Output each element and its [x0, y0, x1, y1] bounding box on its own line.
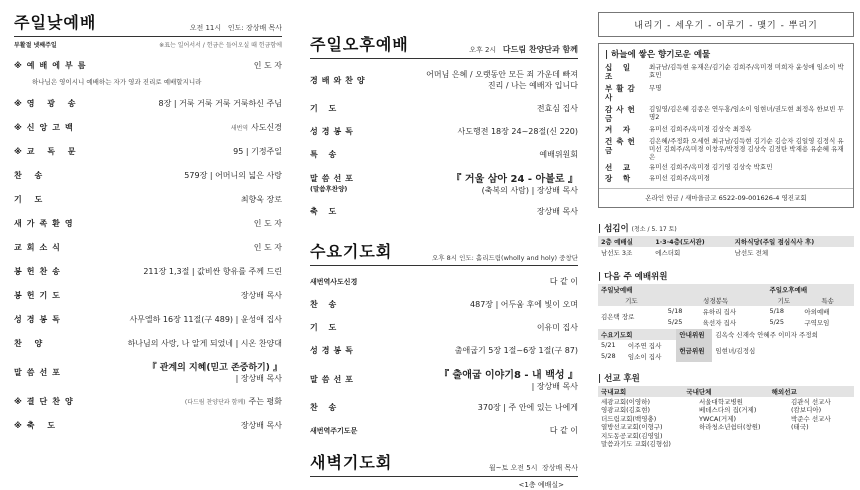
- order-content: [102, 194, 282, 205]
- order-label: [310, 206, 388, 217]
- offering-names: 김은혜/주정화 오세헌 최규남/김득현 김기순 김승자 김일영 김정식 유미선 김희주/옥미경 이창우/박정경 김상숙 김정탄 박재용 유순혜 유재은: [649, 136, 844, 161]
- order-label: [310, 299, 388, 310]
- count-label: 헌금위원: [676, 340, 712, 362]
- order-item: [310, 272, 578, 291]
- morning-service-title: 주일낮예배: [14, 13, 97, 32]
- order-item: [14, 235, 282, 259]
- offering-row: [599, 104, 853, 125]
- order-label: [310, 426, 388, 436]
- morning-service-time: 오전 11시: [189, 24, 222, 32]
- serve-table: [598, 236, 854, 258]
- dawn-service-time: 월~토 오전 5시: [488, 464, 538, 472]
- order-label: 봉헌찬송: [14, 266, 65, 276]
- mission-entry: 열방선교교회(이형구): [601, 423, 663, 432]
- order-text: 하나님의 사랑, 나 알게 되었네 | 시온 찬양대: [127, 338, 282, 348]
- afternoon-service-column: [298, 0, 588, 489]
- order-text: 인 도 자: [253, 242, 282, 252]
- mission-entry: (태국): [791, 423, 809, 432]
- wed-r1c1: 임소이 집사: [627, 352, 662, 361]
- guide-label: 안내위원: [676, 329, 712, 340]
- dawn-service-title: 새벽기도회: [310, 453, 393, 472]
- order-sub: | 장상배 목사: [531, 382, 578, 391]
- mission-col-domestic-church: [601, 398, 699, 449]
- order-text: 장상배 목사: [240, 290, 282, 300]
- order-label-text: 기 도: [310, 323, 341, 332]
- order-text: 예배위원회: [539, 150, 578, 159]
- order-label: [310, 277, 388, 287]
- mission-entry: 김관식 선교사: [791, 397, 831, 406]
- morning-service-leader: 인도: 장상배 목사: [227, 24, 282, 32]
- order-label: [310, 126, 388, 137]
- order-content: [102, 396, 282, 407]
- order-label: [310, 103, 388, 114]
- order-item: [14, 139, 282, 163]
- order-content: [388, 206, 578, 217]
- order-label-text: 경배와찬양: [310, 75, 369, 85]
- next-r0c1: 유하리 집사: [702, 307, 737, 316]
- wednesday-service-leader: 인도: 홀리드림(wholly and holy) 중창단: [459, 254, 578, 262]
- next-h1b: 성경봉독: [703, 296, 729, 305]
- next-h2a: 기도: [777, 296, 791, 305]
- order-label: 말씀선포: [14, 367, 65, 377]
- order-label: ※결단찬양: [14, 396, 78, 406]
- order-label-text: 성경봉독: [310, 127, 357, 136]
- offering-names: 최규남/김득현 유재은/김기순 김희주/옥미경 미희자 윤성애 임소이 박효민: [649, 63, 844, 80]
- next-r1c0: 5/25: [667, 318, 683, 327]
- order-text: 이유미 집사: [536, 323, 578, 332]
- order-content: [388, 170, 578, 196]
- serve-head-3: 지하식당(주일 점심식사 후): [734, 237, 815, 246]
- order-label: ※신앙고백: [14, 122, 78, 132]
- afternoon-service-title: 주일오후예배: [310, 35, 409, 54]
- next-h1: 주일낮예배: [601, 285, 633, 294]
- order-content: [102, 420, 282, 431]
- offering-kind: 선 교: [605, 163, 635, 172]
- serve-head-2: 1·3·4층(도서관): [655, 237, 705, 246]
- order-content: [102, 360, 282, 384]
- order-text: 370장 | 주 안에 있는 나에게: [477, 403, 578, 412]
- order-label: 새가족환영: [14, 218, 78, 228]
- order-label-text: 기 도: [310, 104, 341, 113]
- order-label: ※축 도: [14, 420, 61, 430]
- order-label: ※예배에부름: [14, 60, 91, 70]
- morning-order-list: [14, 53, 282, 437]
- order-label-text: 새번역주기도문: [310, 426, 358, 435]
- order-content: [102, 98, 282, 109]
- order-item: [310, 421, 578, 440]
- order-content: [102, 242, 282, 253]
- offering-kind: 겨 자: [605, 125, 635, 135]
- order-item: [310, 168, 578, 198]
- order-label: ※영 광 송: [14, 98, 81, 108]
- order-sub: | 장상배 목사: [235, 374, 282, 383]
- wed-head: 수요기도회: [598, 329, 676, 340]
- order-text: 장상배 목사: [240, 420, 282, 430]
- count-names: 임현녀/김정심: [715, 347, 756, 356]
- order-text: 출애굽기 5장 1절~6장 1절(구 87): [454, 346, 578, 355]
- order-note: (다드림 찬양단과 함께): [184, 398, 246, 406]
- offering-row: [599, 124, 853, 135]
- order-text: 『 거울 삼아 24 - 아볼로 』: [451, 174, 578, 185]
- order-content: [102, 338, 282, 349]
- guide-names: 김옥숙 신재숙 안혜주 이미자 주정희: [715, 330, 818, 339]
- next-r0c0: 5/18: [667, 307, 683, 316]
- mission-entry: 서울대학교병원: [699, 397, 743, 406]
- order-label-text: 새번역사도신경: [310, 277, 358, 286]
- service-notice: ※표는 일어서서 / 헌금은 들어오실 때 헌금함에: [159, 42, 282, 49]
- order-label: 교회소식: [14, 242, 65, 252]
- offering-list: [599, 62, 853, 185]
- mission-head-3: 해외선교: [771, 387, 797, 396]
- order-content: [388, 345, 578, 356]
- online-account: 온라인 헌금 / 새마을금고 6522-09-001626-4 영진교회: [599, 188, 853, 207]
- morning-service-column: [0, 0, 292, 481]
- serve-head-1: 2층 예배실: [601, 237, 633, 246]
- order-text: 다 같 이: [549, 426, 578, 435]
- wednesday-order-list: [310, 272, 578, 440]
- mission-head-1: 국내교회: [601, 387, 627, 396]
- next-r1c2: 5/25: [769, 318, 785, 327]
- order-label: [310, 345, 388, 356]
- mission-entry: 하라청소년쉼터(창원): [699, 423, 761, 432]
- order-label: [310, 75, 388, 86]
- offering-row: [599, 162, 853, 173]
- wed-r1c0: 5/28: [601, 352, 616, 361]
- order-item: [14, 283, 282, 307]
- offering-names: 김일영/김은혜 김종은 연두홍/임소이 임현녀/권도현 최정옥 한보빈 무명2: [649, 104, 844, 121]
- order-item: [310, 65, 578, 95]
- order-text: 장상배 목사: [536, 207, 578, 216]
- order-label: 기 도: [14, 194, 48, 204]
- wednesday-service-title: 수요기도회: [310, 242, 393, 261]
- order-content: [102, 60, 282, 71]
- order-text: 사도행전 18장 24~28절(신 220): [457, 127, 578, 136]
- order-label: 봉헌기도: [14, 290, 65, 300]
- order-content: [102, 290, 282, 301]
- order-content: [388, 366, 578, 392]
- order-content: [102, 122, 282, 133]
- mission-entry: 베데스다의 집(거제): [699, 406, 757, 415]
- order-item: [310, 398, 578, 417]
- wednesday-service-time: 오후 8시: [431, 254, 458, 262]
- order-item: [14, 53, 282, 77]
- offering-row: [599, 62, 853, 83]
- afternoon-service-time: 오후 2시: [469, 46, 497, 54]
- info-column: [592, 0, 860, 481]
- order-text: 579장 | 어머니의 넓은 사랑: [184, 170, 282, 180]
- offering-row: [599, 136, 853, 162]
- order-item: [310, 341, 578, 360]
- order-label-text: 특 송: [310, 150, 341, 159]
- order-content: [388, 149, 578, 160]
- order-text: 인 도 자: [253, 60, 282, 70]
- offering-kind: 감사헌금: [605, 104, 639, 123]
- mission-entry: 말씀과기도 교회(김형섭): [601, 439, 671, 448]
- order-text: 주는 평화: [248, 396, 282, 406]
- order-label: [310, 149, 388, 160]
- order-item: [14, 115, 282, 139]
- next-week-title: | 다음 주 예배위원: [598, 271, 668, 282]
- order-content: [388, 402, 578, 413]
- offering-kind: 건축헌금: [605, 136, 639, 155]
- order-content: [102, 314, 282, 325]
- next-week-section: [598, 266, 854, 362]
- mission-entry: (캄보디아): [791, 406, 822, 415]
- order-item: [14, 91, 282, 115]
- mission-entry: YWCA(거제): [699, 414, 737, 423]
- order-label: [310, 374, 388, 385]
- next-h2: 주일오후예배: [769, 285, 808, 294]
- serve-cell-2: 에스더회: [655, 248, 681, 257]
- order-content: [388, 69, 578, 91]
- offering-kind: 부활감사: [605, 83, 639, 103]
- next-h2b: 특송: [821, 296, 834, 305]
- mission-entry: 영광교회(김효현): [601, 406, 651, 415]
- order-label: [310, 322, 388, 333]
- order-label-text: 성경봉독: [310, 346, 357, 355]
- order-item: [310, 202, 578, 221]
- order-item: [14, 413, 282, 437]
- order-text: 『 관계의 지혜(믿고 존중하기) 』: [147, 363, 282, 373]
- wed-r0c0: 5/21: [601, 341, 616, 350]
- order-label-text: 말씀선포: [310, 174, 357, 183]
- order-content: [102, 146, 282, 157]
- order-text: 사무엘하 16장 11절(구 489) | 윤성애 집사: [129, 314, 282, 324]
- order-content: [388, 103, 578, 114]
- offering-kind: 십 일 조: [605, 63, 635, 82]
- mission-head-2: 국내단체: [686, 387, 712, 396]
- mission-entry: 지도동공교회(김영일): [601, 431, 663, 440]
- order-item: [14, 355, 282, 389]
- next-r0c3: 아외예배: [804, 307, 830, 316]
- afternoon-service-header: [310, 32, 578, 59]
- order-label-text: 축 도: [310, 207, 341, 216]
- offering-title: | 하늘에 쌓은 향기로운 예물: [605, 50, 711, 60]
- order-item: [14, 389, 282, 413]
- order-item: [14, 211, 282, 235]
- order-label: ※교 독 문: [14, 146, 81, 156]
- serve-sub: (청소 / 5. 17 토): [631, 225, 677, 233]
- order-item: [14, 331, 282, 355]
- order-item: [310, 145, 578, 164]
- offering-box: [598, 43, 854, 208]
- order-text: 인 도 자: [253, 218, 282, 228]
- order-note: 새번역: [230, 124, 249, 132]
- serve-section: [598, 218, 854, 258]
- order-label: [310, 402, 388, 413]
- mission-entry: 박준수 선교사: [791, 414, 831, 423]
- serve-cell-1: 남선도 3조: [601, 248, 633, 257]
- offering-names: 유미선 김희주/옥미경 김상숙 최정옥: [649, 125, 752, 134]
- next-pray: 김은택 장로: [601, 313, 635, 322]
- order-text: 211장 1,3절 | 값비싼 향유를 주께 드린: [143, 266, 282, 276]
- order-content: [388, 126, 578, 137]
- order-text: 전효심 집사: [536, 104, 578, 113]
- mission-col-overseas: [791, 398, 851, 449]
- order-text: 최향욱 장로: [240, 194, 282, 204]
- offering-kind: 장 학: [605, 174, 635, 184]
- order-item: [14, 163, 282, 187]
- order-text: 어머님 은혜 / 오랫동안 모든 죄 가운데 빠져: [426, 70, 578, 79]
- order-item: [310, 295, 578, 314]
- next-r1c3: 구역모임: [804, 318, 830, 327]
- order-text: 8장 | 거룩 거룩 거룩 거룩하신 주님: [158, 98, 282, 108]
- mission-entry: 세광교회(이영하): [601, 397, 651, 406]
- mission-table: [598, 386, 854, 397]
- order-content: [102, 170, 282, 181]
- next-r1c1: 육선자 집사: [702, 318, 737, 327]
- mission-section: [598, 368, 854, 450]
- order-text: 487장 | 어두움 후에 빛이 오며: [470, 300, 578, 309]
- order-label: 찬 양: [14, 338, 48, 348]
- order-label-text: 찬 송: [310, 403, 341, 412]
- vision-banner: 내리기 - 세우기 - 이루기 - 맺기 - 뿌리기: [598, 12, 854, 37]
- wednesday-service-header: [310, 239, 578, 266]
- mission-title: | 선교 후원: [598, 373, 640, 384]
- morning-service-header: [14, 10, 282, 37]
- order-label: [310, 173, 388, 193]
- order-content: [388, 322, 578, 333]
- offering-names: 무명: [649, 83, 662, 92]
- order-item: [310, 122, 578, 141]
- order-text: 95 | 기정주일: [233, 146, 282, 156]
- mission-col-domestic-org: [699, 398, 791, 449]
- order-item: [14, 259, 282, 283]
- order-label-text: 말씀선포: [310, 374, 357, 384]
- next-r0c2: 5/18: [769, 307, 785, 316]
- dawn-service-header: [310, 450, 578, 477]
- wed-r0c1: 이주연 집사: [627, 341, 662, 350]
- dawn-service-place: <1층 예배실>: [518, 481, 564, 489]
- offering-names: 유미선 김희주/옥미경 김기영 김상숙 박효민: [649, 163, 773, 171]
- order-label-sub: (말씀후찬양): [310, 185, 348, 193]
- offering-row: [599, 83, 853, 104]
- morning-service-sub: [14, 40, 282, 49]
- season-label: 부활절 넷째주일: [14, 42, 57, 49]
- order-sub: 진리 / 나는 예배자 입니다: [487, 81, 578, 90]
- order-item: [310, 318, 578, 337]
- order-content: [102, 266, 282, 277]
- order-label: 성경봉독: [14, 314, 65, 324]
- next-week-table-2: [598, 329, 854, 362]
- order-content: [102, 218, 282, 229]
- order-item: [14, 187, 282, 211]
- order-content: [388, 276, 578, 287]
- dawn-service-leader: 장상배 목사: [541, 464, 578, 472]
- order-text: 사도신경: [251, 122, 282, 132]
- order-sub: (축복의 사람) | 장상배 목사: [481, 186, 578, 195]
- order-text: 다 같 이: [549, 277, 578, 286]
- afternoon-service-leader: 다드림 찬양단과 함께: [502, 45, 578, 54]
- offering-names: 유미선 김희주/옥미경: [649, 174, 710, 183]
- call-to-worship-note: 하나님은 영이시니 예배하는 자가 영과 진리로 예배할지니라: [32, 78, 202, 86]
- serve-cell-3: 남선도 전체: [734, 248, 769, 257]
- next-h1a: 기도: [625, 296, 638, 305]
- order-content: [388, 425, 578, 436]
- afternoon-order-list: [310, 65, 578, 221]
- serve-title: | 섬김이: [598, 223, 629, 234]
- order-item: [310, 99, 578, 118]
- offering-row: [599, 173, 853, 184]
- order-text: 『 출애굽 이야기8 - 내 백성 』: [439, 370, 578, 381]
- mission-entry: 더드림교회(백영충): [601, 414, 657, 423]
- order-label: 찬 송: [14, 170, 48, 180]
- order-item: [14, 307, 282, 331]
- order-label-text: 찬 송: [310, 300, 341, 309]
- order-content: [388, 299, 578, 310]
- next-week-table: [598, 284, 854, 328]
- order-item: [310, 364, 578, 394]
